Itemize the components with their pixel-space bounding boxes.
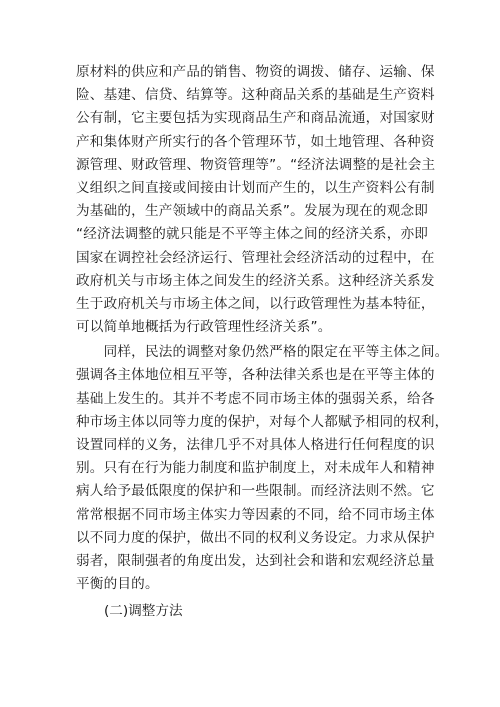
paragraph-2 — [76, 341, 449, 596]
section-heading: (二)调整方法 — [104, 603, 183, 620]
text-line: 以不同力度的保护，做出不同的权利义务设定。力求从保护 — [76, 529, 435, 546]
text-line: 公有制，它主要包括为实现商品生产和商品流通，对国家财 — [76, 110, 435, 127]
text-line: 为基础的，生产领域中的商品关系”。发展为现在的观念即 — [76, 203, 429, 220]
text-line: 常常根据不同市场主体实力等因素的不同，给不同市场主体 — [76, 506, 435, 523]
text-line: 产和集体财产所实行的各个管理环节，如土地管理、各种资 — [76, 133, 435, 150]
text-line: 生于政府机关与市场主体之间，以行政管理性为基本特征， — [76, 295, 435, 312]
text-line: 弱者，限制强者的角度出发，达到社会和谐和宏观经济总量 — [76, 552, 435, 569]
text-line: 同样，民法的调整对象仍然严格的限定在平等主体之间。 — [76, 344, 449, 361]
text-line: 原材料的供应和产品的销售、物资的调拨、储存、运输、保 — [76, 64, 435, 80]
text-line: “经济法调整的就只能是不平等主体之间的经济关系，亦即 — [76, 226, 429, 243]
paragraph-1 — [76, 61, 436, 339]
text-line: 基础上发生的。其并不考虑不同市场主体的强弱关系，给各 — [76, 390, 435, 407]
text-line: 种市场主体以同等力度的保护，对每个人都赋予相同的权利， — [76, 413, 449, 430]
text-line: 国家在调控社会经济运行、管理社会经济活动的过程中，在 — [76, 249, 435, 266]
text-line: 别。只有在行为能力制度和监护制度上，对未成年人和精神 — [76, 460, 435, 477]
text-line: 可以简单地概括为行政管理性经济关系”。 — [76, 319, 332, 336]
text-line: 强调各主体地位相互平等，各种法律关系也是在平等主体的 — [76, 367, 435, 384]
text-line: 平衡的目的。 — [76, 576, 159, 593]
text-line: 政府机关与市场主体之间发生的经济关系。这种经济关系发 — [76, 272, 435, 289]
text-line: 险、基建、信贷、结算等。这种商品关系的基础是生产资料 — [76, 87, 435, 104]
text-line: 义组织之间直接或间接由计划而产生的，以生产资料公有制 — [76, 179, 435, 196]
text-line: 设置同样的义务，法律几乎不对具体人格进行任何程度的识 — [76, 437, 435, 453]
document-body — [76, 61, 449, 624]
text-line: 源管理、财政管理、物资管理等”。“经济法调整的是社会主 — [76, 156, 436, 173]
text-line: 病人给予最低限度的保护和一些限制。而经济法则不然。它 — [76, 483, 435, 500]
